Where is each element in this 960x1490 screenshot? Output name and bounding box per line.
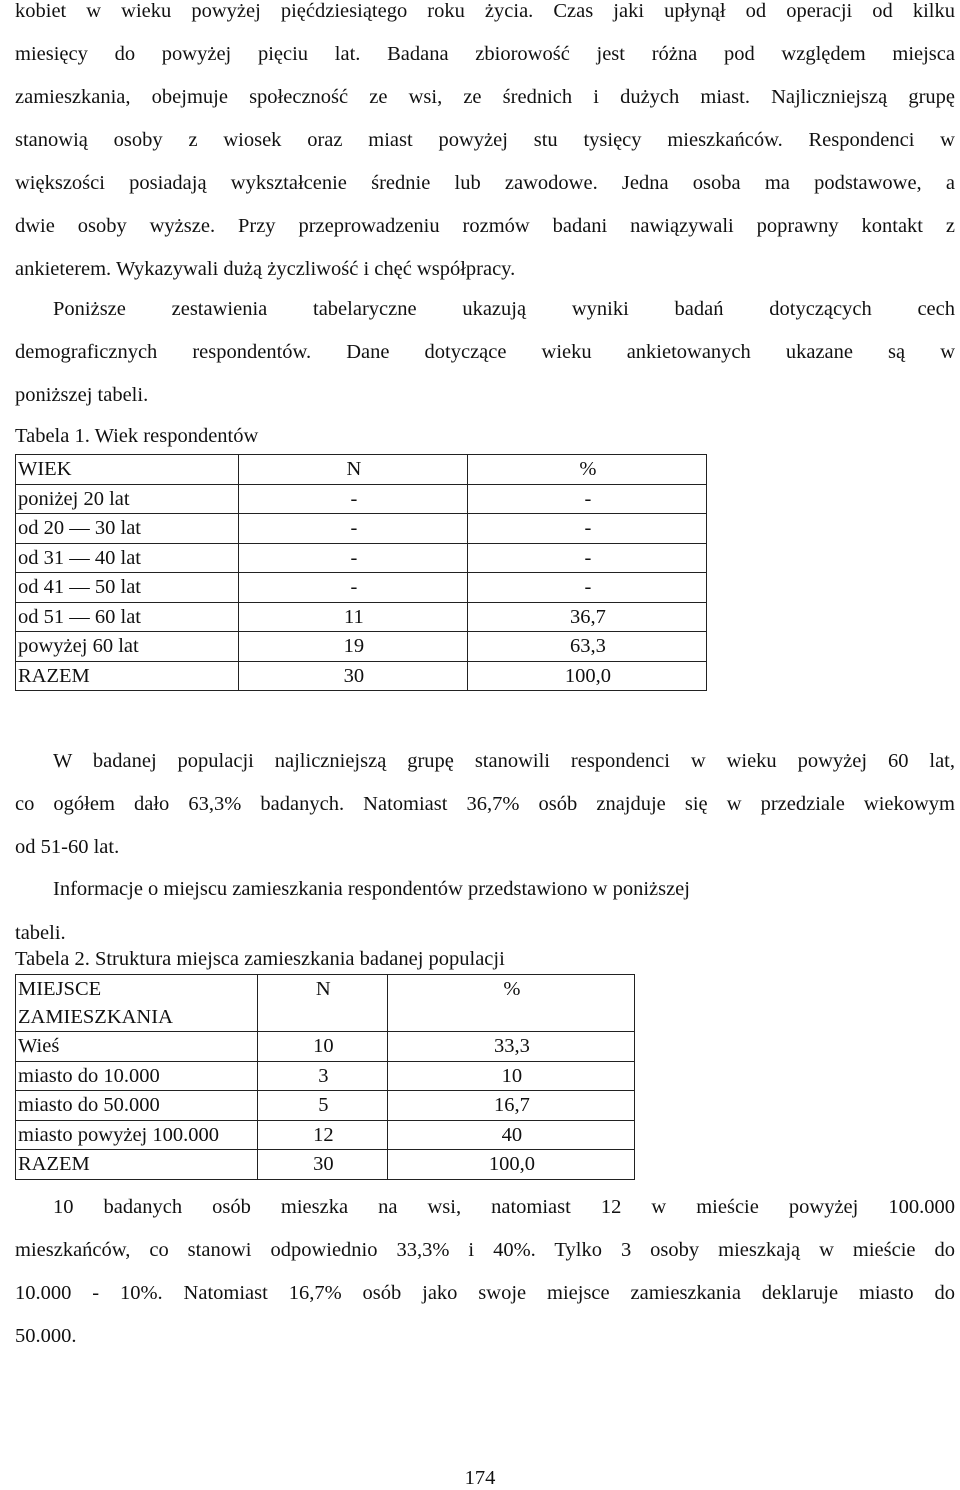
text-line: W badanej populacji najliczniejszą grupę stanowili respondenci w wieku powyżej 60 lat,: [53, 750, 955, 772]
text-line: mieszkańców, co stanowi odpowiednio 33,3% i 40%. Tylko 3 osoby mieszkają w mieście do: [15, 1239, 955, 1261]
table-cell: 40: [387, 1120, 634, 1150]
table-cell: -: [239, 514, 468, 544]
table-cell: 63,3: [467, 632, 706, 662]
table-row: [16, 1091, 635, 1121]
text-line: większości posiadają wykształcenie średnie lub zawodowe. Jedna osoba ma podstawowe, a: [15, 172, 955, 194]
table-cell: poniżej 20 lat: [16, 484, 239, 514]
table-cell: RAZEM: [16, 661, 239, 691]
table-cell: 100,0: [467, 661, 706, 691]
header-cell: %: [387, 975, 634, 1032]
table-cell: 100,0: [387, 1150, 634, 1180]
page-number: 174: [464, 1467, 496, 1489]
header-cell: N: [257, 975, 387, 1032]
text-line: od 51-60 lat.: [15, 836, 120, 858]
table-cell: od 20 — 30 lat: [16, 514, 239, 544]
table-cell: 3: [257, 1061, 387, 1091]
table-cell: -: [467, 543, 706, 573]
table-cell: 19: [239, 632, 468, 662]
table-cell: 10: [257, 1032, 387, 1062]
text-line: ankieterem. Wykazywali dużą życzliwość i chęć współpracy.: [15, 258, 516, 280]
header-cell: N: [239, 455, 468, 485]
tables-intro-paragraph: [15, 288, 955, 417]
table-row: [16, 573, 707, 603]
age-table: [15, 454, 707, 691]
table2-caption: Tabela 2. Struktura miejsca zamieszkania badanej populacji: [15, 948, 505, 970]
table1-caption: Tabela 1. Wiek respondentów: [15, 425, 259, 447]
residence-intro-line: Informacje o miejscu zamieszkania respondentów przedstawiono w poniższej: [53, 878, 690, 900]
header-cell: %: [467, 455, 706, 485]
header-cell: MIEJSCE ZAMIESZKANIA: [16, 975, 258, 1032]
text-line: dwie osoby wyższe. Przy przeprowadzeniu rozmów badani nawiązywali poprawny kontakt z: [15, 215, 955, 237]
text-line: stanowią osoby z wiosek oraz miast powyżej stu tysięcy mieszkańców. Respondenci w: [15, 129, 955, 151]
table-row: [16, 1120, 635, 1150]
residence-summary-paragraph: [15, 1186, 955, 1358]
table-total-row: [16, 1150, 635, 1180]
table-row: [16, 1061, 635, 1091]
table-row: [16, 484, 707, 514]
table-row: [16, 543, 707, 573]
table-cell: miasto do 50.000: [16, 1091, 258, 1121]
intro-paragraph: [15, 0, 955, 291]
table-cell: -: [239, 573, 468, 603]
table-total-row: [16, 661, 707, 691]
text-line: miesięcy do powyżej pięciu lat. Badana zbiorowość jest różna pod względem miejsca: [15, 43, 955, 65]
header-cell: WIEK: [16, 455, 239, 485]
table-cell: miasto powyżej 100.000: [16, 1120, 258, 1150]
text-line: Poniższe zestawienia tabelaryczne ukazują wyniki badań dotyczących cech: [53, 298, 955, 320]
table-cell: -: [239, 484, 468, 514]
table-header-row: [16, 455, 707, 485]
text-line: 10 badanych osób mieszka na wsi, natomiast 12 w mieście powyżej 100.000: [53, 1196, 955, 1218]
text-line: 10.000 - 10%. Natomiast 16,7% osób jako swoje miejsce zamieszkania deklaruje miasto do: [15, 1282, 955, 1304]
table-cell: 36,7: [467, 602, 706, 632]
table-cell: 33,3: [387, 1032, 634, 1062]
table-cell: miasto do 10.000: [16, 1061, 258, 1091]
table-cell: Wieś: [16, 1032, 258, 1062]
residence-table: [15, 974, 635, 1180]
text-line: co ogółem dało 63,3% badanych. Natomiast 36,7% osób znajduje się w przedziale wiekowym: [15, 793, 955, 815]
table-row: [16, 1032, 635, 1062]
table-cell: 16,7: [387, 1091, 634, 1121]
text-line: kobiet w wieku powyżej pięćdziesiątego roku życia. Czas jaki upłynął od operacji od kilku: [15, 0, 955, 22]
text-line: zamieszkania, obejmuje społeczność ze wsi, ze średnich i dużych miast. Najliczniejszą grupę: [15, 86, 955, 108]
table-cell: od 31 — 40 lat: [16, 543, 239, 573]
text-line: demograficznych respondentów. Dane dotyczące wieku ankietowanych ukazane są w: [15, 341, 955, 363]
table-cell: 11: [239, 602, 468, 632]
text-line: poniższej tabeli.: [15, 384, 149, 406]
table-header-row: [16, 975, 635, 1032]
table-row: [16, 602, 707, 632]
table-cell: 10: [387, 1061, 634, 1091]
age-summary-paragraph: [15, 740, 955, 869]
table-cell: od 41 — 50 lat: [16, 573, 239, 603]
table-cell: od 51 — 60 lat: [16, 602, 239, 632]
table-cell: 30: [257, 1150, 387, 1180]
table-cell: 5: [257, 1091, 387, 1121]
text-line: 50.000.: [15, 1325, 77, 1347]
table-cell: -: [467, 484, 706, 514]
residence-intro-line-end: tabeli.: [15, 922, 66, 944]
table-row: [16, 514, 707, 544]
table-cell: powyżej 60 lat: [16, 632, 239, 662]
table-cell: -: [467, 514, 706, 544]
table-cell: 12: [257, 1120, 387, 1150]
table-cell: RAZEM: [16, 1150, 258, 1180]
table-cell: -: [239, 543, 468, 573]
table-cell: -: [467, 573, 706, 603]
table-cell: 30: [239, 661, 468, 691]
table-row: [16, 632, 707, 662]
